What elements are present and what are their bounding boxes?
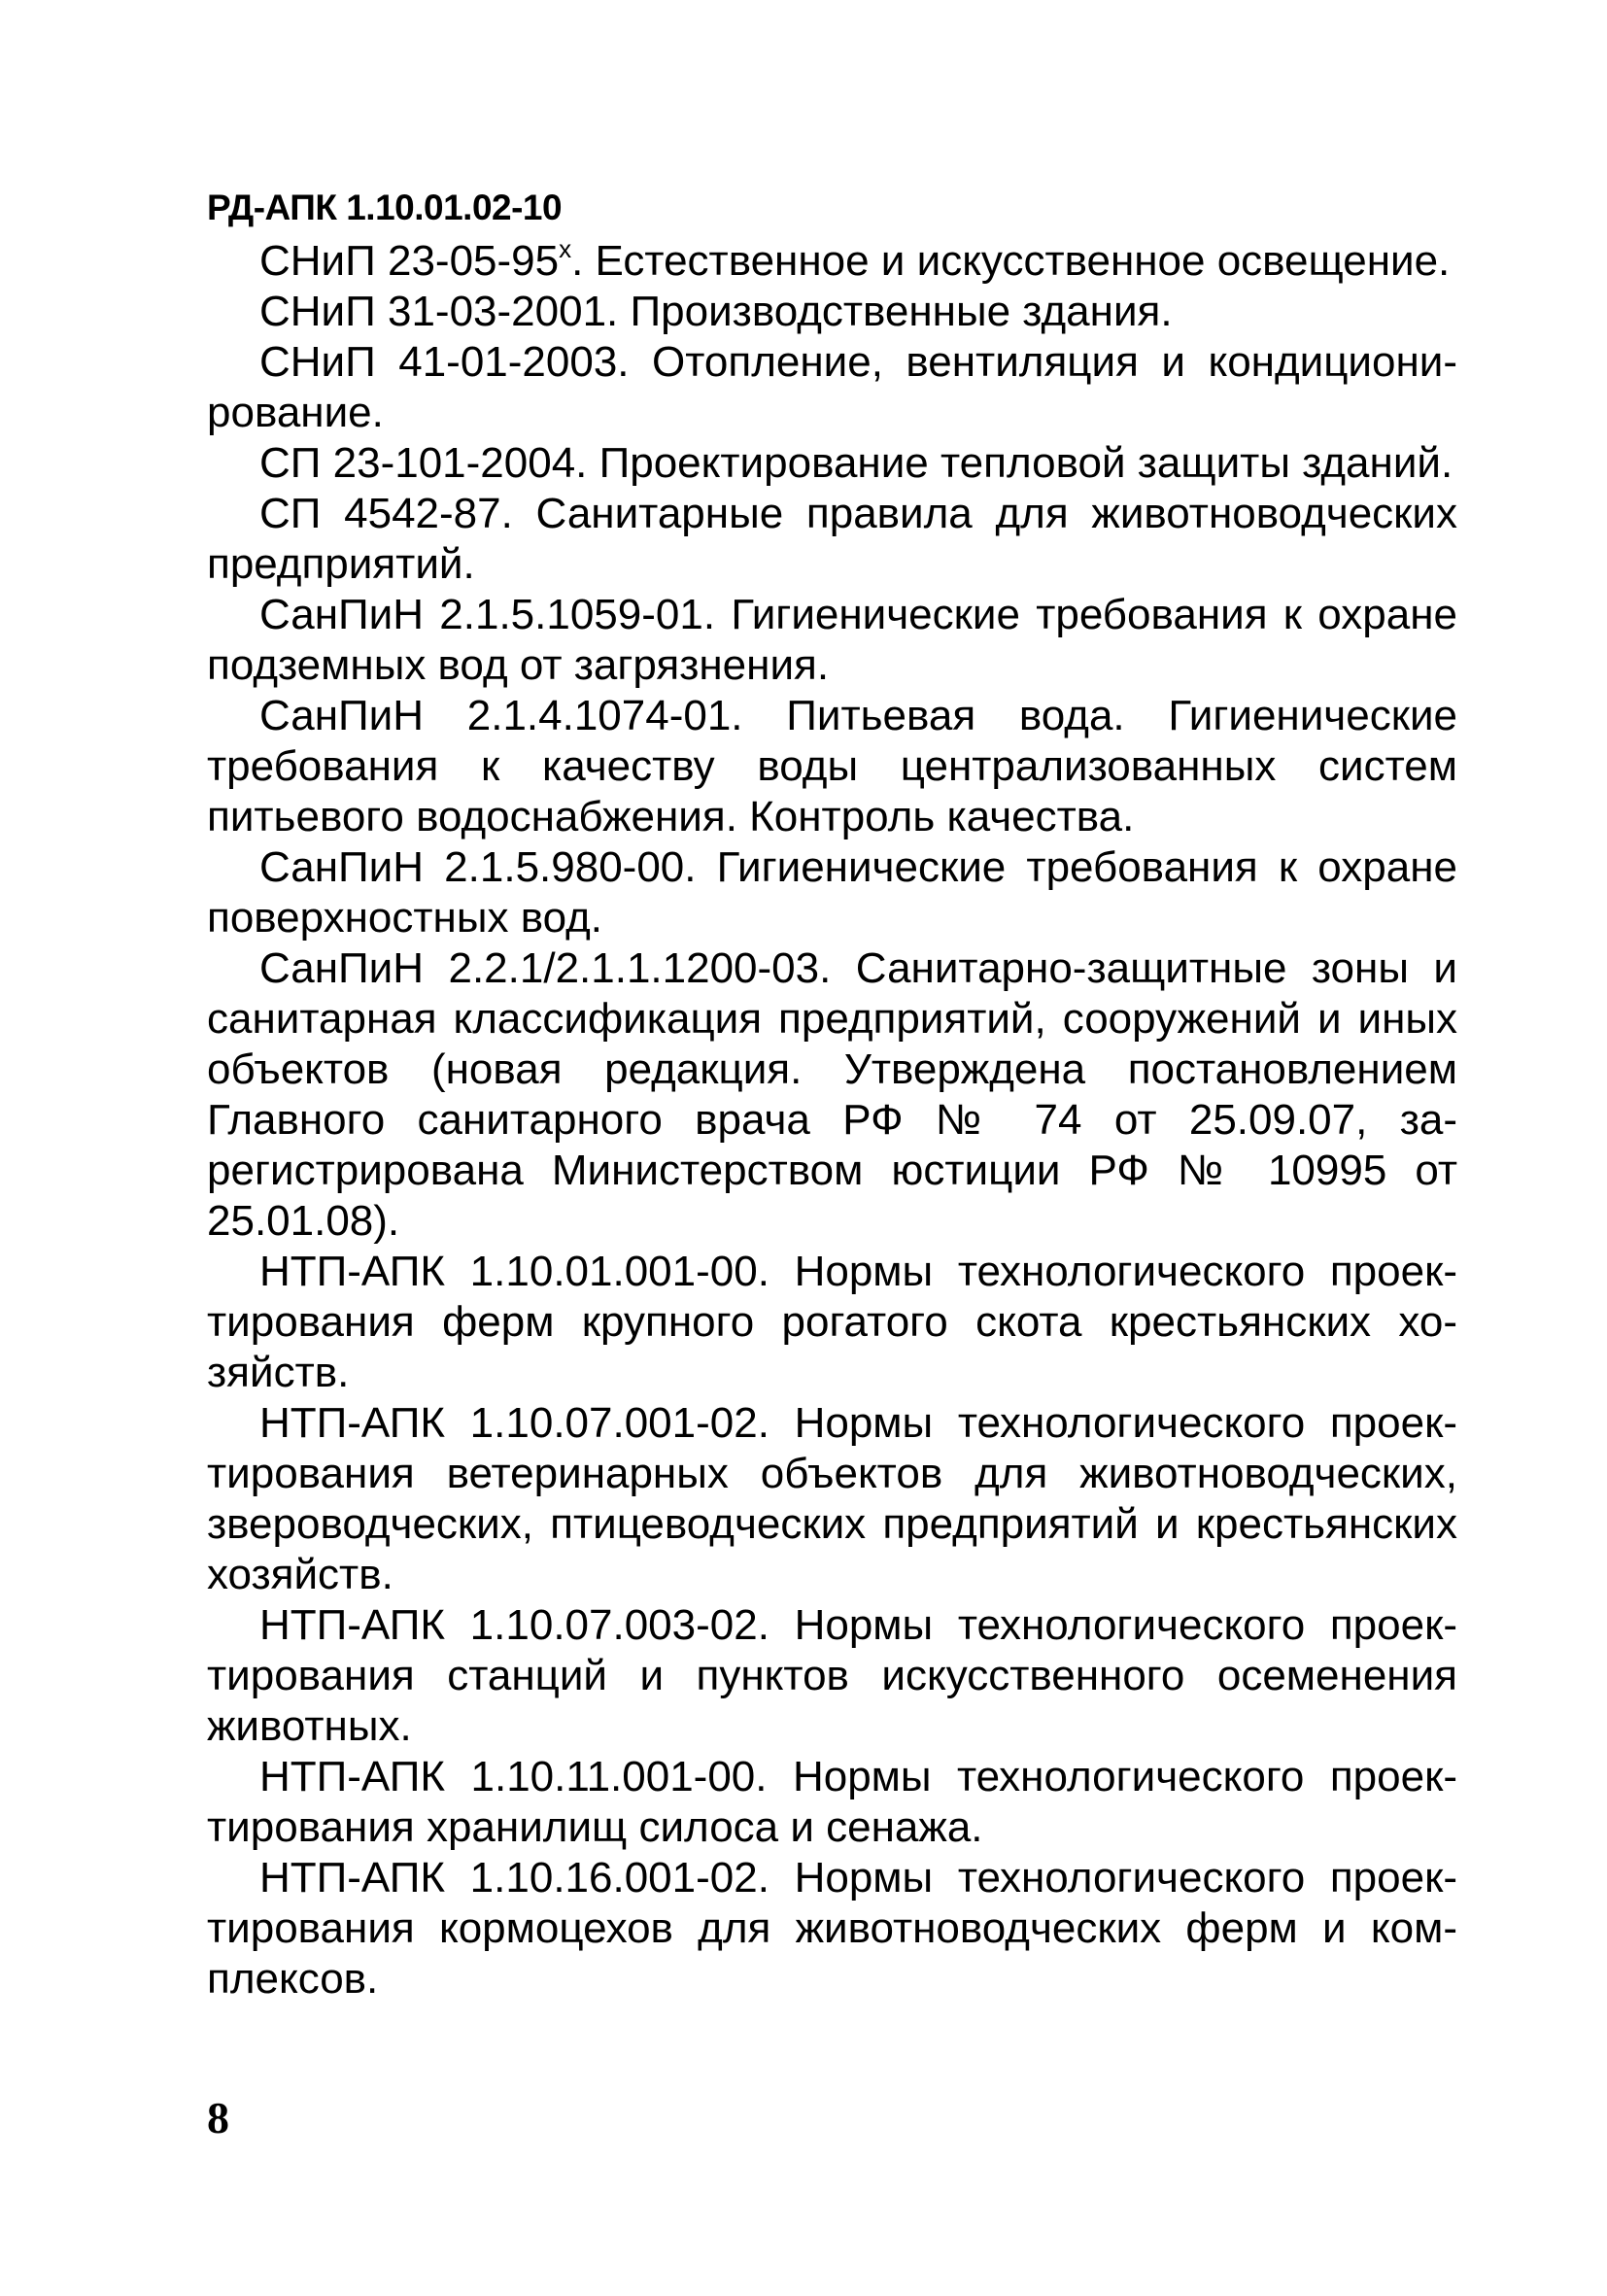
reference-item: НТП-АПК 1.10.11.001-00. Нормы технологического проектирования хранилищ силоса и сенажа. bbox=[207, 1753, 1457, 1851]
reference-item: СНиП 41-01-2003. Отопление, вентиляция и кондиционирование. bbox=[207, 338, 1457, 436]
superscript-mark: х bbox=[559, 234, 572, 263]
page-number: 8 bbox=[207, 2093, 229, 2142]
reference-item: НТП-АПК 1.10.07.001-02. Нормы технологического проектирования ветеринарных объектов для животноводческих, звероводческих, птицеводческих предприятий и крестьянских хозяйств. bbox=[207, 1399, 1457, 1598]
reference-item: СНиП 31-03-2001. Производственные здания. bbox=[259, 288, 1173, 335]
reference-item: СНиП $23-05-95^х$. Естественное и искусственное освещение. bbox=[259, 234, 1451, 285]
reference-item: СанПиН 2.1.5.1059-01. Гигиенические требования к охране подземных вод от загрязнения. bbox=[207, 591, 1457, 689]
reference-item: СанПиН 2.1.4.1074-01. Питьевая вода. Гигиенические требования к качеству воды централизованных систем питьевого водоснабжения. Контроль качества. bbox=[207, 692, 1457, 840]
document-code-header: РД-АПК 1.10.01.02-10 bbox=[207, 188, 563, 227]
reference-item: СанПиН 2.2.1/2.1.1.1200-03. Санитарно-защитные зоны и санитарная классификация предприятий, сооружений и иных объектов (новая редакция. Утверждена постановлением Главного санитарного врача РФ № 74 от 25.09.07, зарегистрирована Министерством юстиции РФ № 10995 от 25.01.08). bbox=[207, 944, 1457, 1245]
reference-item: СанПиН 2.1.5.980-00. Гигиенические требования к охране поверхностных вод. bbox=[207, 843, 1457, 942]
reference-item: НТП-АПК 1.10.16.001-02. Нормы технологического проектирования кормоцехов для животноводческих ферм и комплексов. bbox=[207, 1854, 1457, 2003]
reference-item: СП 4542-87. Санитарные правила для животноводческих предприятий. bbox=[207, 490, 1457, 588]
reference-item: СП 23-101-2004. Проектирование тепловой защиты зданий. bbox=[259, 439, 1453, 487]
reference-item: НТП-АПК 1.10.01.001-00. Нормы технологического проектирования ферм крупного рогатого скота крестьянских хозяйств. bbox=[207, 1248, 1457, 1396]
reference-list bbox=[207, 236, 1457, 2005]
reference-item: НТП-АПК 1.10.07.003-02. Нормы технологического проектирования станций и пунктов искусственного осеменения животных. bbox=[207, 1601, 1457, 1750]
